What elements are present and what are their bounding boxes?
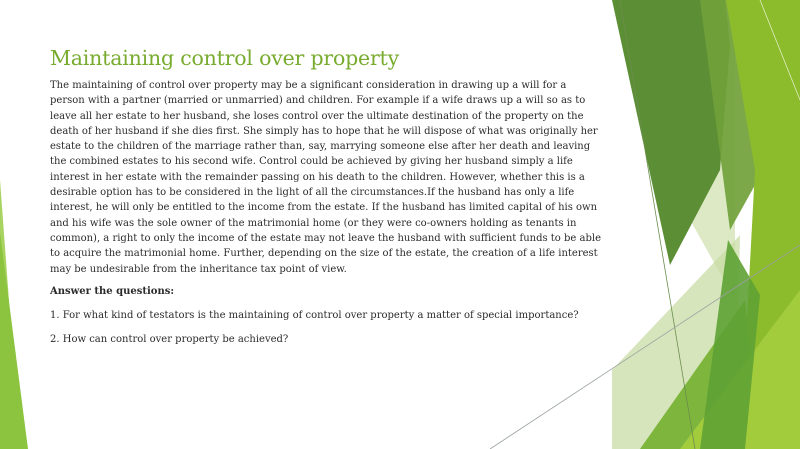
slide-content xyxy=(50,44,602,347)
body-paragraph: The maintaining of control over property may be a significant consideration in drawing up a will for a person with a partner (married or unmarried) and children. For example if a wife draws up a will so as to leave all her estate to her husband, she loses control over the ultimate destination of the property on the death of her husband if she dies first. She simply has to hope that he will dispose of what was originally her estate to the children of the marriage rather than, say, marrying someone else after her death and leaving the combined estates to his second wife. Control could be achieved by giving her husband simply a life interest in her estate with the remainder passing on his death to the children. However, whether this is a desirable option has to be considered in the light of all the circumstances.If the husband has only a life interest, he will only be entitled to the income from the estate. If the husband has limited capital of his own and his wife was the sole owner of the matrimonial home (or they were co-owners holding as tenants in common), a right to only the income of the estate may not leave the husband with sufficient funds to be able to acquire the matrimonial home. Further, depending on the size of the estate, the creation of a life interest may be undesirable from the inheritance tax point of view. xyxy=(50,80,601,275)
question-1: 1. For what kind of testators is the maintaining of control over property a matter of special importance? xyxy=(50,309,579,321)
question-2: 2. How can control over property be achieved? xyxy=(50,333,289,345)
slide-title: Maintaining control over property xyxy=(50,46,399,70)
questions-heading: Answer the questions: xyxy=(50,285,175,297)
